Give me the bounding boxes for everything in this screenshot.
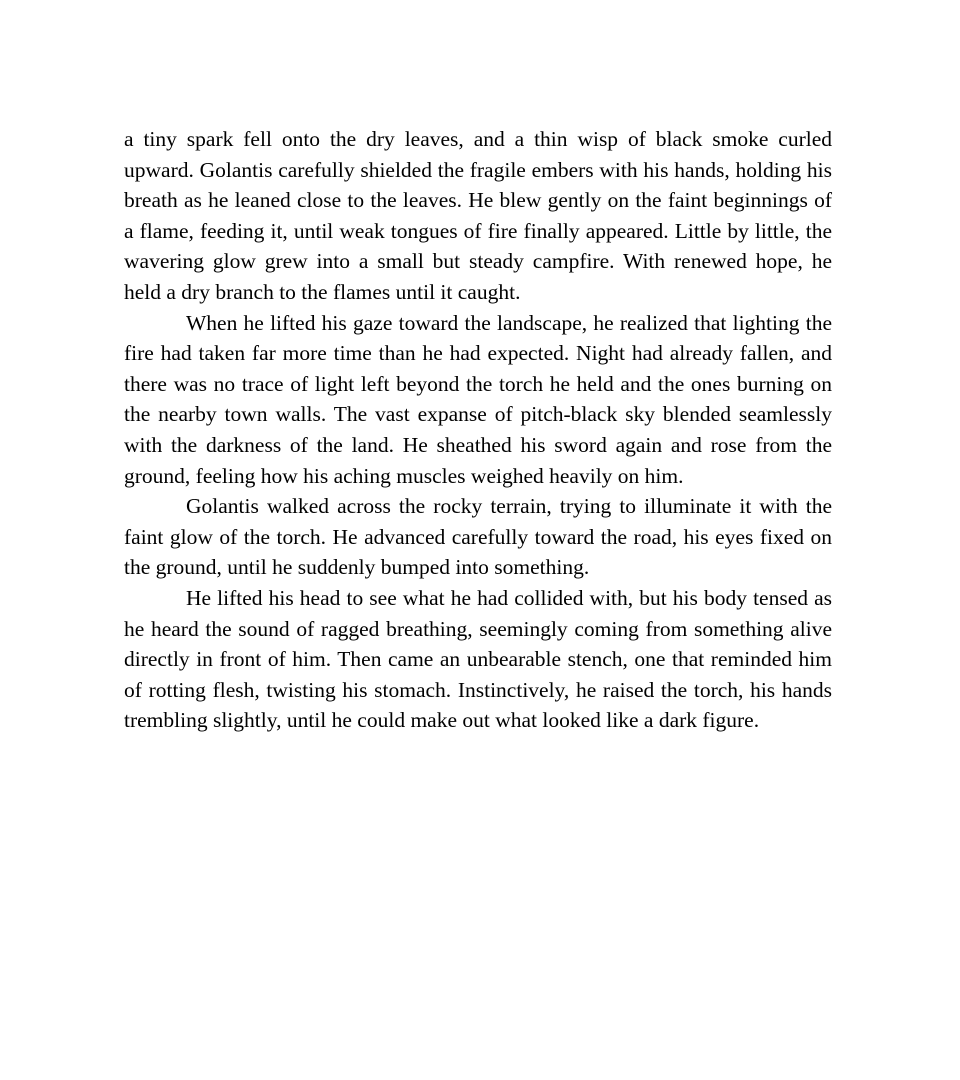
- paragraph: a tiny spark fell onto the dry leaves, and a thin wisp of black smoke curled upward. Golantis carefully shielded the fragile embers with his hands, holding his breath as he leaned close to the leaves. He blew gently on the faint beginnings of a flame, feeding it, until weak tongues of fire finally appeared. Little by little, the wavering glow grew into a small but steady campfire. With renewed hope, he held a dry branch to the flames until it caught.: [124, 127, 832, 304]
- paragraph: He lifted his head to see what he had collided with, but his body tensed as he heard the sound of ragged breathing, seemingly coming from something alive directly in front of him. Then came an unbearable stench, one that reminded him of rotting flesh, twisting his stomach. Instinctively, he raised the torch, his hands trembling slightly, until he could make out what looked like a dark figure.: [124, 585, 832, 733]
- page-body-text: [124, 124, 832, 736]
- paragraph: When he lifted his gaze toward the landscape, he realized that lighting the fire had taken far more time than he had expected. Night had already fallen, and there was no trace of light left beyond the torch he held and the ones burning on the nearby town walls. The vast expanse of pitch-black sky blended seamlessly with the darkness of the land. He sheathed his sword again and rose from the ground, feeling how his aching muscles weighed heavily on him.: [124, 310, 832, 488]
- paragraph: Golantis walked across the rocky terrain, trying to illuminate it with the faint glow of the torch. He advanced carefully toward the road, his eyes fixed on the ground, until he suddenly bumped into something.: [124, 494, 832, 580]
